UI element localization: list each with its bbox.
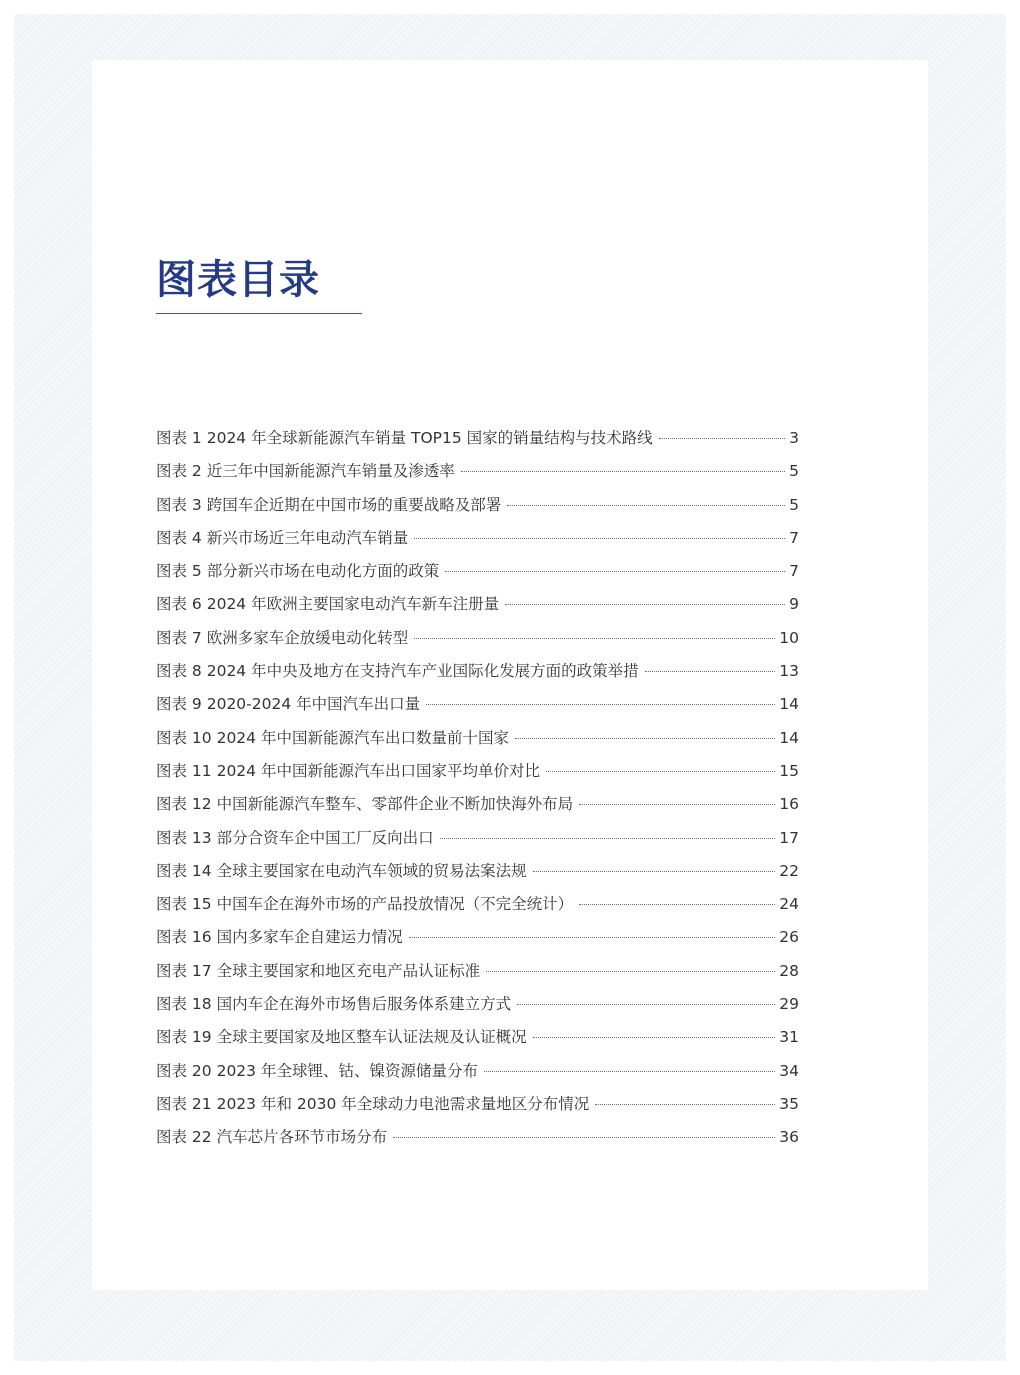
- dot-leader: [515, 738, 775, 739]
- dot-leader: [486, 971, 775, 972]
- toc-entry-page-number: 14: [779, 695, 799, 714]
- toc-entry-page-number: 17: [779, 828, 799, 847]
- dot-leader: [507, 505, 785, 506]
- toc-entry-page-number: 24: [779, 895, 799, 914]
- toc-entry[interactable]: [156, 588, 799, 621]
- toc-entry-page-number: 14: [779, 728, 799, 747]
- table-of-figures: [156, 422, 799, 1155]
- toc-entry[interactable]: [156, 755, 799, 788]
- toc-entry-label: 图表 19 全球主要国家及地区整车认证法规及认证概况: [156, 1028, 527, 1047]
- toc-entry-page-number: 5: [789, 495, 799, 514]
- toc-entry[interactable]: [156, 1088, 799, 1121]
- toc-entry-label: 图表 7 欧洲多家车企放缓电动化转型: [156, 628, 409, 647]
- toc-entry-label: 图表 11 2024 年中国新能源汽车出口国家平均单价对比: [156, 761, 540, 780]
- toc-entry[interactable]: [156, 655, 799, 688]
- toc-entry-label: 图表 20 2023 年全球锂、钴、镍资源储量分布: [156, 1061, 478, 1080]
- dot-leader: [414, 538, 785, 539]
- toc-entry-label: 图表 18 国内车企在海外市场售后服务体系建立方式: [156, 995, 512, 1014]
- dot-leader: [579, 904, 775, 905]
- toc-entry-page-number: 13: [779, 662, 799, 681]
- toc-entry[interactable]: [156, 955, 799, 988]
- toc-entry-page-number: 36: [779, 1128, 799, 1147]
- dot-leader: [659, 438, 785, 439]
- toc-entry-label: 图表 21 2023 年和 2030 年全球动力电池需求量地区分布情况: [156, 1094, 590, 1113]
- toc-entry-label: 图表 6 2024 年欧洲主要国家电动汽车新车注册量: [156, 595, 500, 614]
- dot-leader: [533, 1037, 776, 1038]
- dot-leader: [409, 937, 776, 938]
- toc-entry-page-number: 15: [779, 761, 799, 780]
- toc-entry[interactable]: [156, 788, 799, 821]
- toc-entry[interactable]: [156, 1121, 799, 1154]
- toc-entry-label: 图表 5 部分新兴市场在电动化方面的政策: [156, 562, 440, 581]
- dot-leader: [440, 838, 776, 839]
- toc-entry-label: 图表 3 跨国车企近期在中国市场的重要战略及部署: [156, 495, 502, 514]
- toc-entry-page-number: 31: [779, 1028, 799, 1047]
- toc-entry[interactable]: [156, 622, 799, 655]
- toc-entry-label: 图表 14 全球主要国家在电动汽车领域的贸易法案法规: [156, 861, 527, 880]
- dot-leader: [445, 571, 785, 572]
- toc-entry[interactable]: [156, 1021, 799, 1054]
- toc-entry[interactable]: [156, 555, 799, 588]
- toc-entry[interactable]: [156, 688, 799, 721]
- toc-entry[interactable]: [156, 822, 799, 855]
- toc-entry-page-number: 9: [789, 595, 799, 614]
- dot-leader: [533, 871, 776, 872]
- toc-entry-page-number: 35: [779, 1094, 799, 1113]
- dot-leader: [484, 1071, 775, 1072]
- dot-leader: [505, 604, 785, 605]
- toc-entry[interactable]: [156, 489, 799, 522]
- toc-entry[interactable]: [156, 1055, 799, 1088]
- toc-entry[interactable]: [156, 522, 799, 555]
- toc-entry[interactable]: [156, 988, 799, 1021]
- toc-entry-label: 图表 1 2024 年全球新能源汽车销量 TOP15 国家的销量结构与技术路线: [156, 429, 653, 447]
- dot-leader: [579, 804, 775, 805]
- dot-leader: [414, 638, 775, 639]
- dot-leader: [645, 671, 776, 672]
- toc-entry-page-number: 22: [779, 861, 799, 880]
- dot-leader: [546, 771, 775, 772]
- toc-entry-page-number: 7: [789, 528, 799, 547]
- toc-entry[interactable]: [156, 921, 799, 954]
- toc-entry-label: 图表 17 全球主要国家和地区充电产品认证标准: [156, 961, 481, 980]
- toc-entry-page-number: 28: [779, 961, 799, 980]
- toc-entry[interactable]: [156, 422, 799, 455]
- dot-leader: [393, 1137, 775, 1138]
- toc-entry-page-number: 29: [779, 995, 799, 1014]
- toc-entry-page-number: 26: [779, 928, 799, 947]
- toc-entry-label: 图表 15 中国车企在海外市场的产品投放情况（不完全统计）: [156, 895, 574, 914]
- toc-entry-label: 图表 4 新兴市场近三年电动汽车销量: [156, 528, 409, 547]
- toc-entry-label: 图表 22 汽车芯片各环节市场分布: [156, 1128, 388, 1147]
- dot-leader: [426, 704, 775, 705]
- toc-entry[interactable]: [156, 722, 799, 755]
- toc-entry-label: 图表 10 2024 年中国新能源汽车出口数量前十国家: [156, 728, 509, 747]
- toc-entry-page-number: 10: [779, 628, 799, 647]
- title-underline: [156, 313, 362, 314]
- toc-entry-label: 图表 9 2020-2024 年中国汽车出口量: [156, 695, 421, 714]
- toc-entry-page-number: 16: [779, 795, 799, 814]
- dot-leader: [595, 1104, 775, 1105]
- toc-entry[interactable]: [156, 855, 799, 888]
- page-title: 图表目录: [156, 257, 320, 303]
- toc-entry[interactable]: [156, 888, 799, 921]
- toc-entry-page-number: 3: [789, 429, 799, 447]
- dot-leader: [461, 471, 785, 472]
- toc-entry-label: 图表 16 国内多家车企自建运力情况: [156, 928, 403, 947]
- toc-entry-page-number: 5: [789, 462, 799, 481]
- toc-entry-label: 图表 12 中国新能源汽车整车、零部件企业不断加快海外布局: [156, 795, 574, 814]
- toc-entry-label: 图表 8 2024 年中央及地方在支持汽车产业国际化发展方面的政策举措: [156, 662, 639, 681]
- dot-leader: [517, 1004, 775, 1005]
- toc-entry-page-number: 7: [789, 562, 799, 581]
- toc-entry-label: 图表 13 部分合资车企中国工厂反向出口: [156, 828, 434, 847]
- toc-entry-label: 图表 2 近三年中国新能源汽车销量及渗透率: [156, 462, 455, 481]
- toc-entry[interactable]: [156, 455, 799, 488]
- toc-entry-page-number: 34: [779, 1061, 799, 1080]
